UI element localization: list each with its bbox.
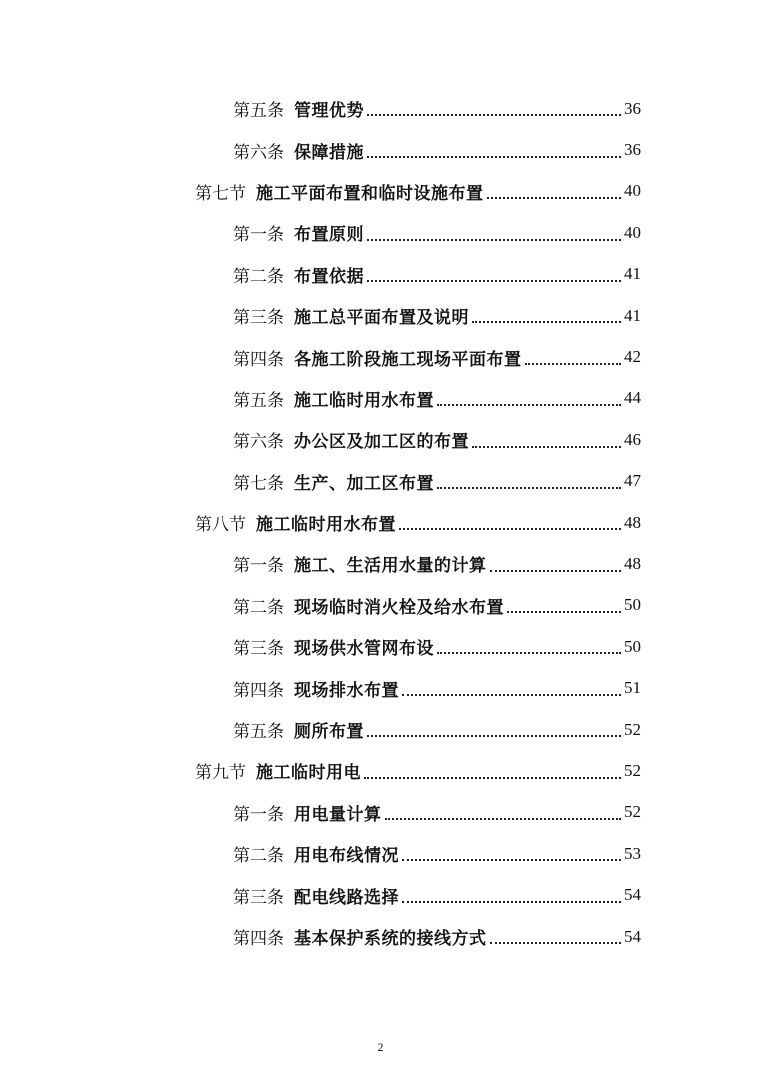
toc-entry-number: 第三条: [233, 639, 284, 660]
toc-entry-number: 第二条: [233, 846, 284, 867]
toc-dot-leader: [367, 279, 621, 282]
toc-article-entry[interactable]: [0, 378, 761, 419]
toc-article-entry[interactable]: [0, 709, 761, 750]
toc-entry-title: 各施工阶段施工现场平面布置: [294, 349, 522, 370]
toc-entry-title: 施工临时用水布置: [256, 515, 396, 536]
toc-dot-leader: [490, 941, 622, 944]
toc-entry-page: 36: [624, 140, 641, 160]
toc-entry-page: 42: [624, 347, 641, 367]
toc-article-entry[interactable]: [0, 874, 761, 915]
toc-entry-title: 现场供水管网布设: [294, 639, 434, 660]
toc-entry-title: 施工总平面布置及说明: [294, 308, 469, 329]
toc-entry-number: 第二条: [233, 597, 284, 618]
toc-article-entry[interactable]: [0, 461, 761, 502]
toc-dot-leader: [402, 693, 621, 696]
toc-dot-leader: [402, 900, 621, 903]
page-number: 2: [377, 1040, 384, 1054]
toc-dot-leader: [487, 196, 622, 199]
toc-entry-title: 用电布线情况: [294, 846, 399, 867]
toc-entry-title: 保障措施: [294, 142, 364, 163]
toc-article-entry[interactable]: [0, 916, 761, 957]
toc-entry-title: 布置依据: [294, 266, 364, 287]
toc-entry-page: 41: [624, 305, 641, 325]
toc-entry-number: 第一条: [233, 225, 284, 246]
toc-dot-leader: [507, 610, 621, 613]
toc-dot-leader: [402, 858, 621, 861]
toc-article-entry[interactable]: [0, 336, 761, 377]
toc-entry-title: 配电线路选择: [294, 887, 399, 908]
toc-entry-page: 54: [624, 885, 641, 905]
toc-entry-number: 第五条: [233, 101, 284, 122]
toc-entry-number: 第七条: [233, 473, 284, 494]
toc-section-entry[interactable]: [0, 750, 761, 791]
toc-entry-number: 第二条: [233, 266, 284, 287]
table-of-contents: [0, 88, 761, 957]
toc-entry-title: 施工平面布置和临时设施布置: [256, 183, 484, 204]
toc-dot-leader: [367, 238, 621, 241]
toc-entry-page: 48: [624, 512, 641, 532]
toc-section-entry[interactable]: [0, 171, 761, 212]
toc-entry-number: 第五条: [233, 390, 284, 411]
toc-entry-page: 52: [624, 719, 641, 739]
toc-entry-page: 52: [624, 760, 641, 780]
toc-entry-page: 36: [624, 98, 641, 118]
toc-entry-page: 53: [624, 843, 641, 863]
toc-dot-leader: [490, 569, 622, 572]
toc-entry-number: 第八节: [195, 515, 246, 536]
toc-article-entry[interactable]: [0, 626, 761, 667]
toc-entry-page: 54: [624, 926, 641, 946]
toc-dot-leader: [525, 362, 622, 365]
toc-entry-title: 施工临时用电: [256, 763, 361, 784]
toc-article-entry[interactable]: [0, 212, 761, 253]
toc-entry-title: 用电量计算: [294, 804, 382, 825]
toc-article-entry[interactable]: [0, 585, 761, 626]
toc-entry-title: 施工临时用水布置: [294, 390, 434, 411]
toc-entry-number: 第四条: [233, 680, 284, 701]
toc-entry-number: 第七节: [195, 183, 246, 204]
toc-entry-number: 第六条: [233, 432, 284, 453]
toc-entry-page: 52: [624, 802, 641, 822]
toc-entry-title: 生产、加工区布置: [294, 473, 434, 494]
toc-article-entry[interactable]: [0, 792, 761, 833]
toc-article-entry[interactable]: [0, 543, 761, 584]
toc-entry-title: 现场排水布置: [294, 680, 399, 701]
toc-entry-page: 44: [624, 388, 641, 408]
toc-entry-title: 厕所布置: [294, 722, 364, 743]
toc-article-entry[interactable]: [0, 129, 761, 170]
toc-article-entry[interactable]: [0, 295, 761, 336]
toc-entry-number: 第四条: [233, 349, 284, 370]
toc-entry-page: 48: [624, 553, 641, 573]
toc-article-entry[interactable]: [0, 833, 761, 874]
toc-entry-title: 办公区及加工区的布置: [294, 432, 469, 453]
toc-dot-leader: [437, 403, 621, 406]
toc-entry-title: 管理优势: [294, 101, 364, 122]
toc-entry-page: 40: [624, 181, 641, 201]
toc-entry-number: 第一条: [233, 556, 284, 577]
toc-section-entry[interactable]: [0, 502, 761, 543]
toc-dot-leader: [399, 527, 621, 530]
toc-entry-number: 第三条: [233, 308, 284, 329]
toc-entry-page: 50: [624, 595, 641, 615]
toc-entry-page: 50: [624, 636, 641, 656]
toc-entry-page: 40: [624, 222, 641, 242]
toc-dot-leader: [367, 113, 621, 116]
toc-entry-number: 第五条: [233, 722, 284, 743]
toc-dot-leader: [472, 320, 621, 323]
toc-entry-title: 现场临时消火栓及给水布置: [294, 597, 504, 618]
toc-entry-page: 51: [624, 678, 641, 698]
toc-entry-number: 第一条: [233, 804, 284, 825]
toc-entry-number: 第九节: [195, 763, 246, 784]
toc-article-entry[interactable]: [0, 88, 761, 129]
toc-entry-page: 46: [624, 429, 641, 449]
toc-entry-number: 第四条: [233, 929, 284, 949]
toc-dot-leader: [437, 651, 621, 654]
toc-dot-leader: [385, 817, 622, 820]
toc-entry-number: 第六条: [233, 142, 284, 163]
toc-dot-leader: [437, 486, 621, 489]
toc-dot-leader: [367, 734, 621, 737]
toc-dot-leader: [472, 445, 621, 448]
toc-dot-leader: [364, 776, 621, 779]
toc-entry-page: 47: [624, 471, 641, 491]
toc-entry-page: 41: [624, 264, 641, 284]
toc-dot-leader: [367, 155, 621, 158]
toc-entry-title: 施工、生活用水量的计算: [294, 556, 487, 577]
toc-article-entry[interactable]: [0, 254, 761, 295]
toc-article-entry[interactable]: [0, 419, 761, 460]
toc-article-entry[interactable]: [0, 667, 761, 708]
toc-entry-title: 布置原则: [294, 225, 364, 246]
toc-entry-number: 第三条: [233, 887, 284, 908]
toc-entry-title: 基本保护系统的接线方式: [294, 929, 487, 949]
